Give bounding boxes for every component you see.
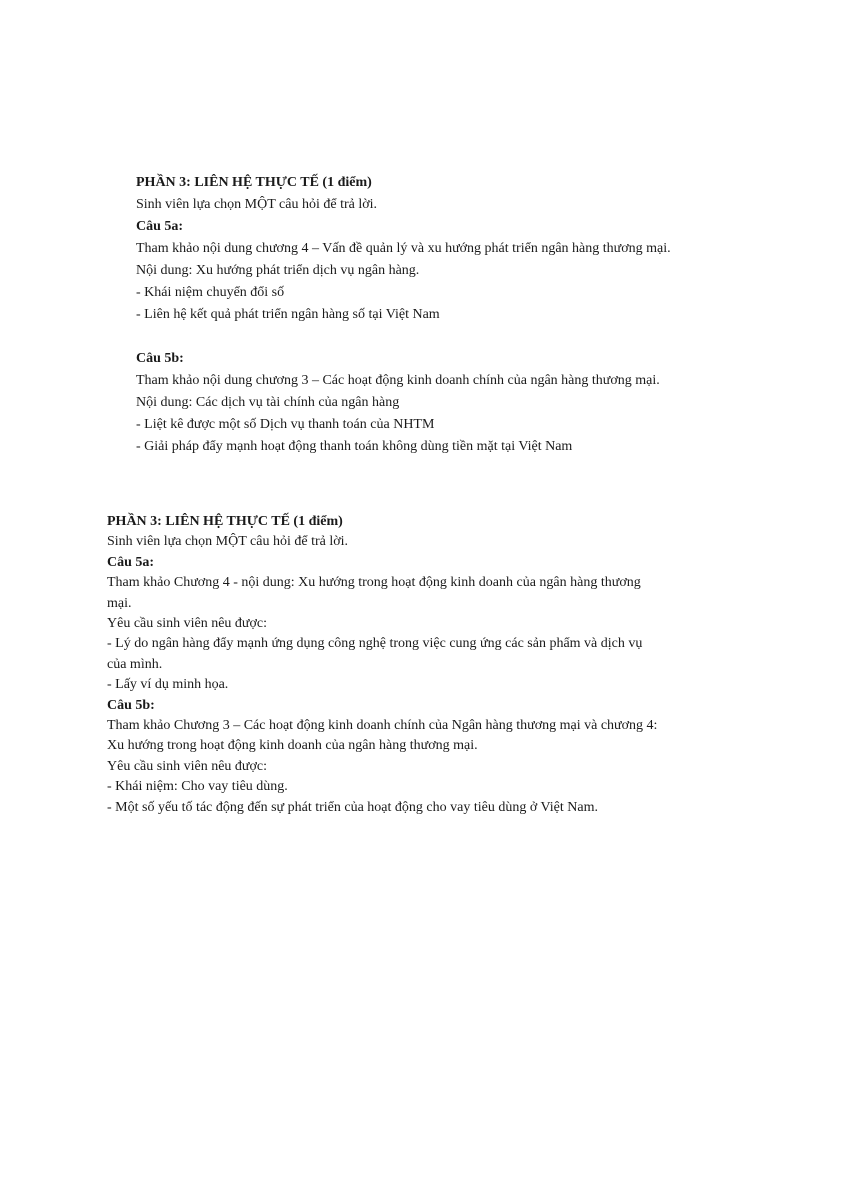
question-5a-line: Nội dung: Xu hướng phát triển dịch vụ ngân hàng. — [136, 263, 420, 278]
question-5a-title: Câu 5a: — [107, 554, 155, 570]
question-5a-line: của mình. — [107, 656, 163, 672]
question-5a-line: - Khái niệm chuyển đổi số — [136, 285, 285, 300]
question-5a-line: - Lấy ví dụ minh họa. — [107, 677, 229, 693]
question-5b-line: Xu hướng trong hoạt động kinh doanh của ngân hàng thương mại. — [107, 738, 478, 754]
question-5a-title: Câu 5a: — [136, 219, 184, 234]
question-5b-line: - Một số yếu tố tác động đến sự phát triển của hoạt động cho vay tiêu dùng ở Việt Nam. — [107, 799, 598, 815]
section-instruction: Sinh viên lựa chọn MỘT câu hỏi để trả lời. — [136, 197, 378, 212]
question-5b-line: Tham khảo Chương 3 – Các hoạt động kinh doanh chính của Ngân hàng thương mại và chương 4: — [107, 718, 658, 734]
question-5b-line: - Giải pháp đẩy mạnh hoạt động thanh toán không dùng tiền mặt tại Việt Nam — [136, 439, 573, 454]
question-5b-line: Yêu cầu sinh viên nêu được: — [107, 758, 268, 774]
question-5a-line: Tham khảo nội dung chương 4 – Vấn đề quản lý và xu hướng phát triển ngân hàng thương mại. — [136, 241, 671, 256]
question-5a-line: Yêu cầu sinh viên nêu được: — [107, 616, 268, 632]
question-5b-line: - Liệt kê được một số Dịch vụ thanh toán của NHTM — [136, 417, 435, 432]
section-heading: PHẦN 3: LIÊN HỆ THỰC TẾ (1 điểm) — [136, 175, 372, 190]
question-5b-title: Câu 5b: — [107, 697, 155, 713]
section-2 — [107, 512, 727, 818]
question-5a-line: Tham khảo Chương 4 - nội dung: Xu hướng trong hoạt động kinh doanh của ngân hàng thương — [107, 575, 641, 591]
question-5b-line: Tham khảo nội dung chương 3 – Các hoạt động kinh doanh chính của ngân hàng thương mại. — [136, 373, 660, 388]
section-heading: PHẦN 3: LIÊN HỆ THỰC TẾ (1 điểm) — [107, 514, 343, 529]
question-5b-line: Nội dung: Các dịch vụ tài chính của ngân hàng — [136, 395, 400, 410]
question-5a-line: - Liên hệ kết quả phát triển ngân hàng số tại Việt Nam — [136, 307, 440, 322]
question-5b-title: Câu 5b: — [136, 351, 184, 366]
section-1 — [136, 172, 756, 458]
question-5a-line: mại. — [107, 595, 132, 611]
question-5a-line: - Lý do ngân hàng đẩy mạnh ứng dụng công nghệ trong việc cung ứng các sản phẩm và dịch vụ — [107, 636, 643, 652]
spacer — [136, 326, 756, 348]
question-5b-line: - Khái niệm: Cho vay tiêu dùng. — [107, 779, 288, 795]
section-instruction: Sinh viên lựa chọn MỘT câu hỏi để trả lời. — [107, 534, 349, 550]
